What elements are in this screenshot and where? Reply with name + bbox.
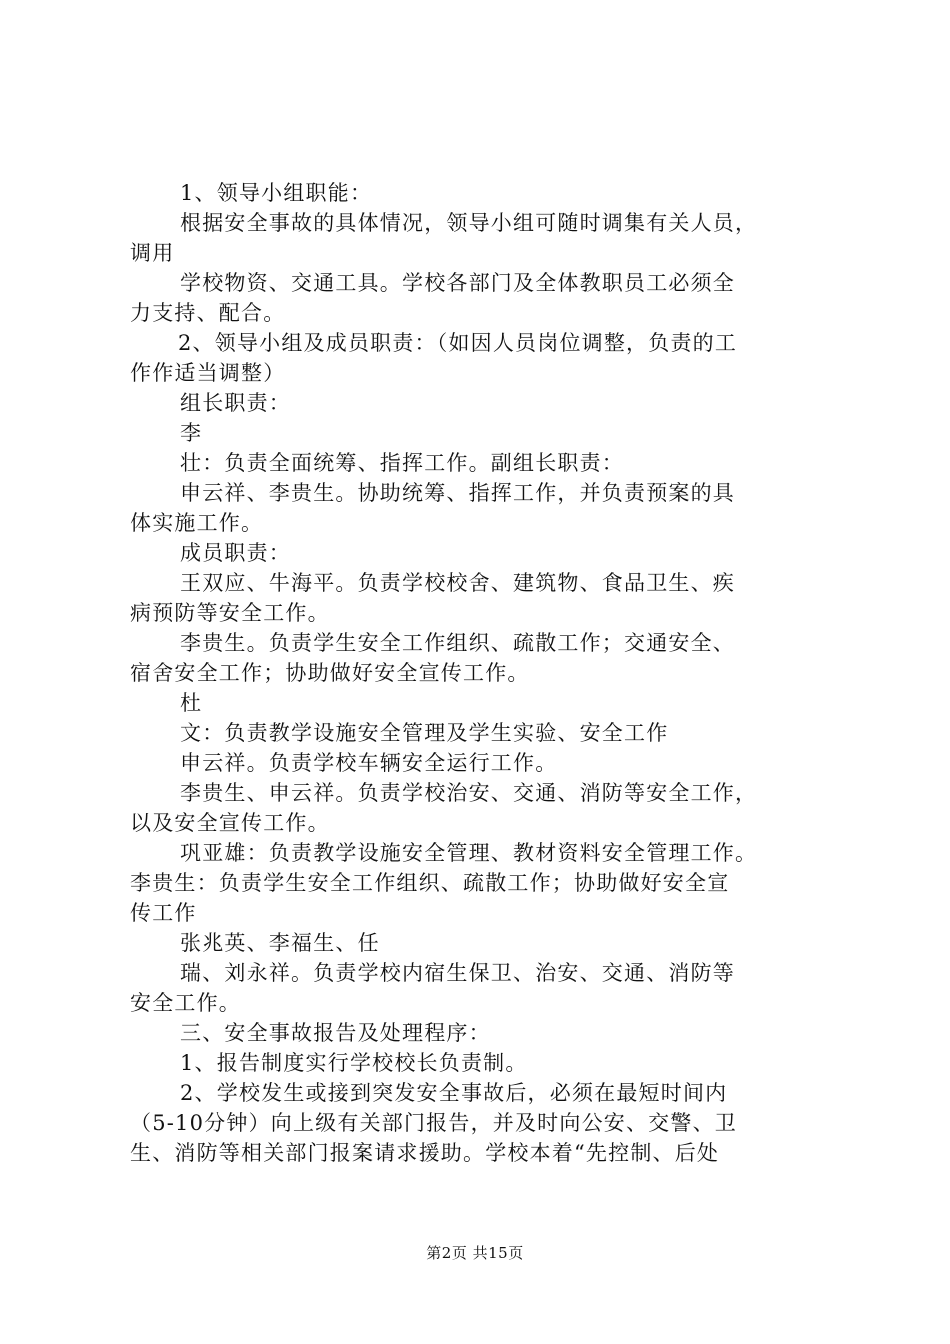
- document-body: [130, 178, 830, 1168]
- paragraph-line: 以及安全宣传工作。: [130, 811, 330, 835]
- paragraph-line: 宿舍安全工作；协助做好安全宣传工作。: [130, 661, 530, 685]
- section-heading-member-duties: 2、领导小组及成员职责：（如因人员岗位调整，负责的工: [178, 331, 738, 355]
- paragraph-line: 1、报告制度实行学校校长负责制。: [180, 1051, 528, 1075]
- paragraph-line: 张兆英、李福生、任: [180, 931, 380, 955]
- section-heading-leadership-duties: 1、领导小组职能：: [180, 181, 373, 205]
- paragraph-line: 李: [180, 421, 203, 445]
- paragraph-line: 申云祥、李贵生。协助统筹、指挥工作，并负责预案的具: [180, 481, 735, 505]
- paragraph-line: 生、消防等相关部门报案请求援助。学校本着“先控制、后处: [130, 1141, 720, 1165]
- paragraph-line: 申云祥。负责学校车辆安全运行工作。: [180, 751, 558, 775]
- paragraph-line: 李贵生：负责学生安全工作组织、疏散工作；协助做好安全宣: [130, 871, 730, 895]
- paragraph-line: 传工作: [130, 901, 197, 925]
- paragraph-line: 壮：负责全面统筹、指挥工作。副组长职责：: [180, 451, 624, 475]
- paragraph-line: 文：负责教学设施安全管理及学生实验、安全工作: [180, 721, 669, 745]
- paragraph-line: 力支持、配合。: [130, 301, 286, 325]
- paragraph-line: 杜: [180, 691, 203, 715]
- section-heading-reporting-procedure: 三、安全事故报告及处理程序：: [180, 1021, 491, 1045]
- paragraph-line: 李贵生。负责学生安全工作组织、疏散工作；交通安全、: [180, 631, 735, 655]
- paragraph-line: 瑞、刘永祥。负责学校内宿生保卫、治安、交通、消防等: [180, 961, 735, 985]
- paragraph-line: 学校物资、交通工具。学校各部门及全体教职员工必须全: [180, 271, 735, 295]
- paragraph-line: 李贵生、申云祥。负责学校治安、交通、消防等安全工作，: [180, 781, 758, 805]
- paragraph-line: 根据安全事故的具体情况，领导小组可随时调集有关人员，: [180, 211, 758, 235]
- paragraph-line: 巩亚雄：负责教学设施安全管理、教材资料安全管理工作。: [180, 841, 758, 865]
- page-number-footer: 第2页 共15页: [426, 1244, 524, 1262]
- paragraph-line: 王双应、牛海平。负责学校校舍、建筑物、食品卫生、疾: [180, 571, 735, 595]
- subheading-member-duties: 成员职责：: [180, 541, 291, 565]
- subheading-leader-duties: 组长职责：: [180, 391, 291, 415]
- paragraph-line: 2、学校发生或接到突发安全事故后，必须在最短时间内: [180, 1081, 728, 1105]
- paragraph-line: 病预防等安全工作。: [130, 601, 330, 625]
- paragraph-line: 体实施工作。: [130, 511, 264, 535]
- paragraph-line: 安全工作。: [130, 991, 241, 1015]
- paragraph-line: 调用: [130, 241, 175, 265]
- paragraph-line: （5-10分钟）向上级有关部门报告，并及时向公安、交警、卫: [130, 1111, 737, 1135]
- paragraph-line: 作作适当调整）: [130, 361, 286, 385]
